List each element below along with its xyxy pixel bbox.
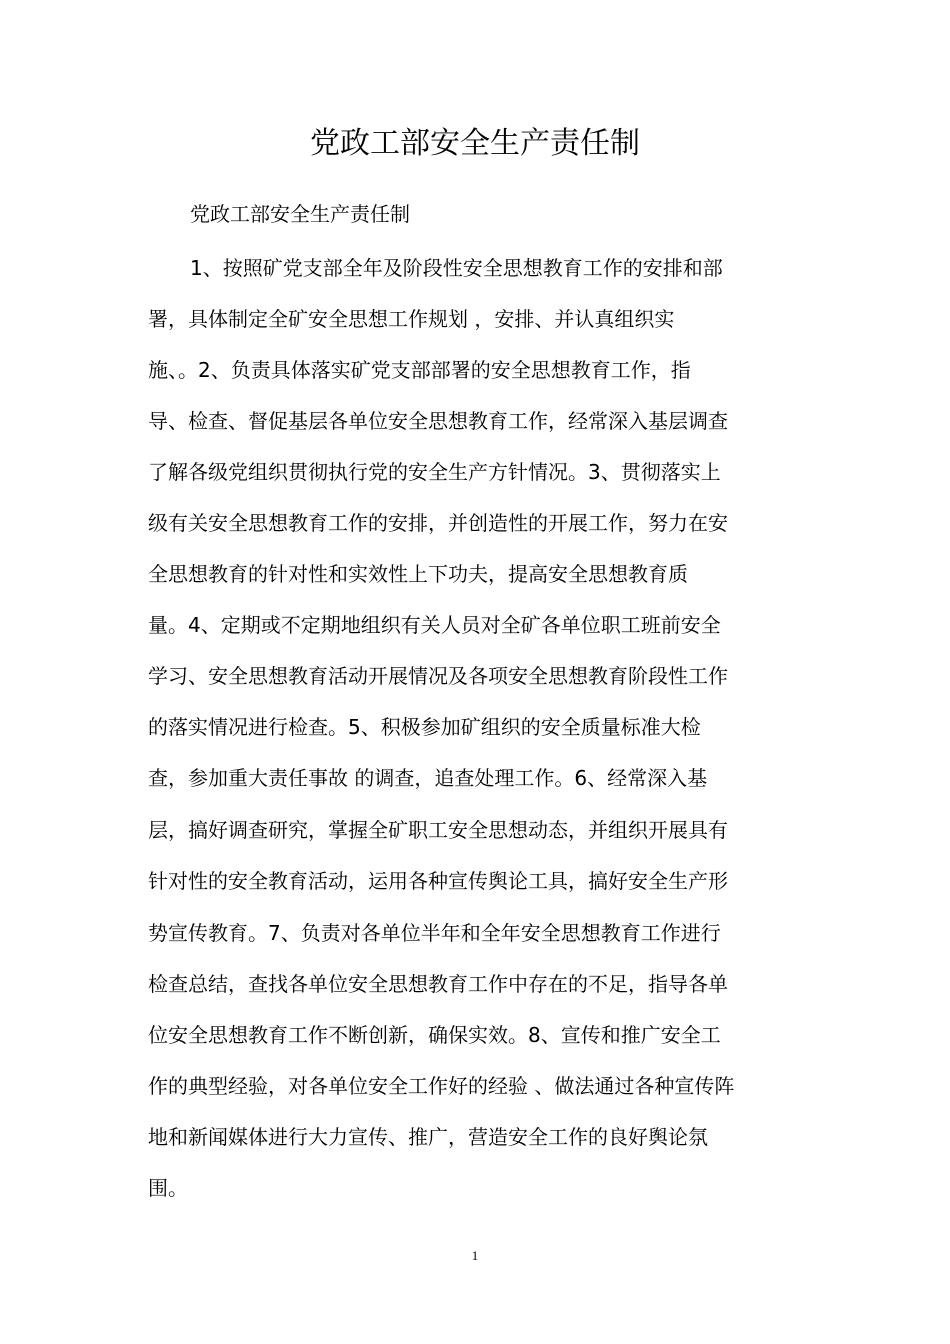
body-line: 导、检查、督促基层各单位安全思想教育工作，经常深入基层调查 [148, 409, 728, 433]
body-line: 的落实情况进行检查。5、积极参加矿组织的安全质量标准大检 [148, 715, 701, 739]
body-line: 1、按照矿党支部全年及阶段性安全思想教育工作的安排和部 [190, 256, 723, 280]
body-line: 检查总结，查找各单位安全思想教育工作中存在的不足，指导各单 [148, 972, 728, 996]
body-line: 了解各级党组织贯彻执行党的安全生产方针情况。3、贯彻落实上 [148, 460, 721, 484]
body-line: 级有关安全思想教育工作的安排，并创造性的开展工作，努力在安 [148, 511, 728, 535]
body-line: 作的典型经验，对各单位安全工作好的经验 、做法通过各种宣传阵 [148, 1074, 735, 1098]
body-line: 量。4、定期或不定期地组织有关人员对全矿各单位职工班前安全 [148, 613, 721, 637]
body-line: 层，搞好调查研究，掌握全矿职工安全思想动态，并组织开展具有 [148, 818, 728, 842]
page-number: 1 [471, 1248, 479, 1263]
body-line: 围。 [148, 1176, 188, 1200]
body-line: 署，具体制定全矿安全思想工作规划 ，安排、并认真组织实 [148, 307, 675, 331]
body-line: 施、。2、负责具体落实矿党支部部署的安全思想教育工作，指 [148, 358, 691, 382]
body-line: 查，参加重大责任事故 的调查，追查处理工作。6、经常深入基 [148, 766, 708, 790]
body-line: 全思想教育的针对性和实效性上下功夫，提高安全思想教育质 [148, 562, 688, 586]
body-line: 势宣传教育。7、负责对各单位半年和全年安全思想教育工作进行 [148, 921, 721, 945]
document-title: 党政工部安全生产责任制 [310, 126, 640, 161]
body-line: 学习、安全思想教育活动开展情况及各项安全思想教育阶段性工作 [148, 664, 728, 688]
body-line: 位安全思想教育工作不断创新，确保实效。8、宣传和推广安全工 [148, 1023, 721, 1047]
body-line: 针对性的安全教育活动，运用各种宣传舆论工具，搞好安全生产形 [148, 869, 728, 893]
document-subtitle: 党政工部安全生产责任制 [190, 202, 410, 226]
body-line: 地和新闻媒体进行大力宣传、推广，营造安全工作的良好舆论氛 [148, 1125, 708, 1149]
